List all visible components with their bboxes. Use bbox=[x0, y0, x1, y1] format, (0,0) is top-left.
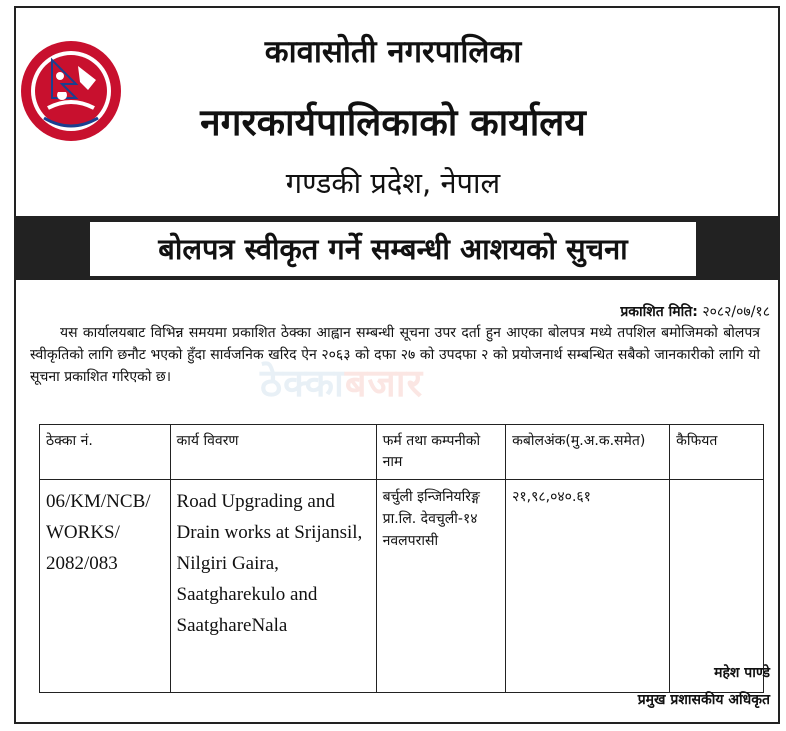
published-date-value: २०८२/०७/१८ bbox=[702, 304, 770, 320]
cell-remarks bbox=[670, 480, 764, 693]
watermark-part-2: बजार bbox=[344, 361, 424, 405]
published-date bbox=[620, 302, 770, 321]
header-amount: कबोलअंक(मु.अ.क.समेत) bbox=[506, 425, 670, 480]
municipality-name: कावासोती नगरपालिका bbox=[264, 34, 522, 70]
notice-body: यस कार्यालयबाट विभिन्न समयमा प्रकाशित ठेक्का आह्वान सम्बन्धी सूचना उपर दर्ता हुन आएका बोलपत्र मध्ये तपशिल बमोजिमको बोलपत्र स्वीकृतिको लागि छनौट भएको हुँदा सार्वजनिक खरिद ऐन २०६३ को दफा २७ को उपदफा २ को प्रयोजनार्थ सम्बन्धित सबैको जानकारीको लागि यो सूचना प्रकाशित गरिएको छ। bbox=[30, 325, 760, 385]
watermark-part-1: ठेक्का bbox=[260, 361, 345, 405]
header-description: कार्य विवरण bbox=[170, 425, 376, 480]
tender-table bbox=[39, 424, 764, 693]
header-firm: फर्म तथा कम्पनीको नाम bbox=[376, 425, 505, 480]
office-location: गण्डकी प्रदेश, नेपाल bbox=[285, 166, 501, 200]
cell-contract-no: 06/KM/NCB/ WORKS/ 2082/083 bbox=[40, 480, 171, 693]
published-label: प्रकाशित मिति: bbox=[620, 304, 698, 320]
cell-firm: बर्चुली इन्जिनियरिङ्ग प्रा.लि. देवचुली-१४ नवलपरासी bbox=[376, 480, 505, 693]
header-contract-no: ठेक्का नं. bbox=[40, 425, 171, 480]
signatory-name: महेश पाण्डे bbox=[714, 665, 770, 681]
table-header-row bbox=[40, 425, 764, 480]
notice-title: बोलपत्र स्वीकृत गर्ने सम्बन्धी आशयको सुचना bbox=[90, 222, 696, 276]
cell-amount: २१,९८,०४०.६१ bbox=[506, 480, 670, 693]
office-name: नगरकार्यपालिकाको कार्यालय bbox=[200, 101, 586, 144]
table-row bbox=[40, 480, 764, 693]
cell-description: Road Upgrading and Drain works at Srijansil, Nilgiri Gaira, Saatgharekulo and SaatghareNala bbox=[170, 480, 376, 693]
header-remarks: कैफियत bbox=[670, 425, 764, 480]
signatory-designation: प्रमुख प्रशासकीय अधिकृत bbox=[637, 692, 770, 708]
